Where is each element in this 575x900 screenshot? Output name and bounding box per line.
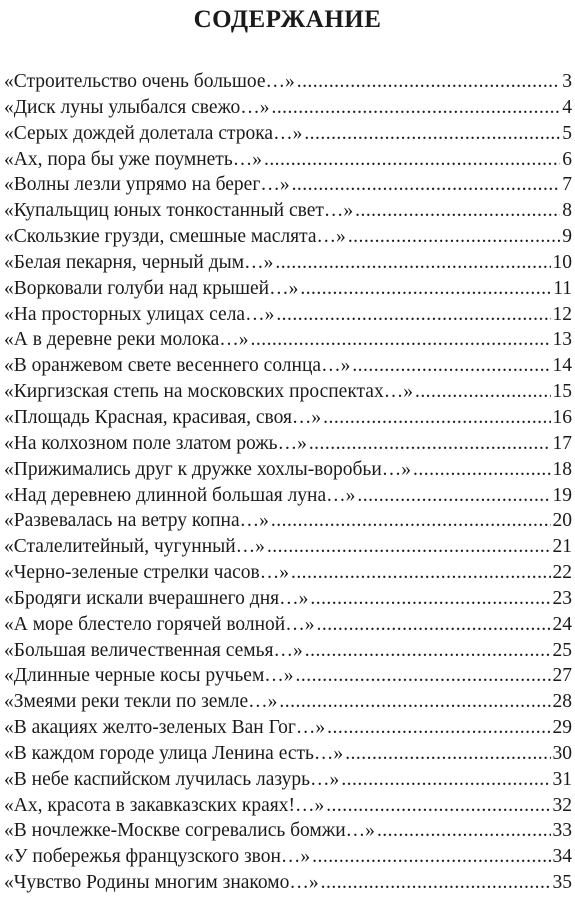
toc-entry — [4, 302, 572, 328]
toc-page-number: 13 — [552, 329, 572, 351]
toc-entry — [4, 405, 572, 431]
toc-entry — [4, 457, 572, 483]
toc-page-number: 22 — [552, 562, 572, 584]
dot-leader — [264, 147, 560, 173]
dot-leader — [321, 870, 551, 896]
dot-leader — [297, 69, 561, 95]
toc-entry — [4, 483, 572, 509]
toc-entry — [4, 198, 572, 224]
toc-entry-title: «В каждом городе улица Ленина есть…» — [4, 742, 344, 764]
dot-leader — [355, 198, 560, 224]
toc-page-number: 33 — [552, 820, 572, 842]
dot-leader — [317, 612, 551, 638]
toc-page-number: 31 — [552, 768, 572, 790]
toc-entry — [4, 767, 572, 793]
toc-entry-title: «А море блестело горячей волной…» — [4, 613, 315, 635]
toc-entry-title: «Над деревнею длинной большая луна…» — [4, 484, 356, 506]
dot-leader — [251, 327, 551, 353]
toc-entry-title: «Киргизская степь на московских проспектах…» — [4, 381, 413, 403]
toc-page-number: 25 — [552, 639, 572, 661]
table-of-contents — [4, 69, 572, 896]
toc-entry — [4, 689, 572, 715]
toc-entry-title: «Змеями реки текли по земле…» — [4, 691, 278, 713]
toc-page-number: 23 — [552, 587, 572, 609]
toc-entry-title: «Скользкие грузди, смешные маслята…» — [4, 226, 346, 248]
toc-entry-title: «Ах, пора бы уже поумнеть…» — [4, 148, 262, 170]
dot-leader — [345, 741, 550, 767]
toc-entry — [4, 870, 572, 896]
toc-page-number: 29 — [552, 717, 572, 739]
toc-entry — [4, 560, 572, 586]
toc-entry — [4, 612, 572, 638]
toc-page-number: 15 — [552, 381, 572, 403]
toc-entry — [4, 715, 572, 741]
toc-entry-title: «Ворковали голуби над крышей…» — [4, 277, 299, 299]
toc-entry — [4, 663, 572, 689]
toc-entry — [4, 379, 572, 405]
dot-leader — [309, 431, 551, 457]
toc-entry — [4, 250, 572, 276]
toc-entry — [4, 431, 572, 457]
dot-leader — [300, 276, 551, 302]
toc-entry-title: «На просторных улицах села…» — [4, 303, 275, 325]
toc-page-number: 4 — [562, 96, 572, 118]
toc-page-number: 32 — [552, 794, 572, 816]
toc-page-number: 16 — [552, 406, 572, 428]
toc-entry — [4, 353, 572, 379]
dot-leader — [323, 405, 550, 431]
dot-leader — [276, 302, 550, 328]
dot-leader — [275, 250, 550, 276]
toc-entry — [4, 741, 572, 767]
toc-entry — [4, 793, 572, 819]
toc-entry-title: «В небе каспийском лучилась лазурь…» — [4, 768, 340, 790]
toc-entry-title: «Чувство Родины многим знакомо…» — [4, 872, 319, 894]
dot-leader — [312, 844, 550, 870]
toc-page-number: 5 — [562, 122, 572, 144]
toc-entry — [4, 586, 572, 612]
toc-entry-title: «Ах, красота в закавказских краях!…» — [4, 794, 325, 816]
toc-entry-title: «Длинные черные косы ручьем…» — [4, 665, 294, 687]
toc-entry — [4, 172, 572, 198]
dot-leader — [326, 793, 550, 819]
toc-entry — [4, 69, 572, 95]
toc-entry-title: «Волны лезли упрямо на берег…» — [4, 174, 290, 196]
dot-leader — [304, 121, 560, 147]
dot-leader — [357, 483, 550, 509]
page-title: СОДЕРЖАНИЕ — [193, 6, 382, 33]
dot-leader — [348, 224, 560, 250]
dot-leader — [327, 715, 550, 741]
toc-page-number: 3 — [562, 71, 572, 92]
toc-page-number: 19 — [552, 484, 572, 506]
toc-entry-title: «Большая величественная семья…» — [4, 639, 303, 661]
toc-entry-title: «У побережья французского звон…» — [4, 846, 311, 868]
toc-entry-title: «Строительство очень большое…» — [4, 71, 295, 92]
toc-page-number: 8 — [562, 200, 572, 222]
toc-entry-title: «Серых дождей долетала строка…» — [4, 122, 303, 144]
toc-entry — [4, 638, 572, 664]
toc-page-number: 34 — [552, 846, 572, 868]
toc-entry — [4, 224, 572, 250]
toc-page-number: 6 — [562, 148, 572, 170]
toc-entry-title: «Черно-зеленые стрелки часов…» — [4, 562, 289, 584]
toc-entry — [4, 508, 572, 534]
toc-entry — [4, 276, 572, 302]
toc-entry-title: «В оранжевом свете весеннего солнца…» — [4, 355, 351, 377]
dot-leader — [291, 560, 551, 586]
toc-page-number: 11 — [553, 277, 572, 299]
dot-leader — [310, 586, 550, 612]
toc-page-number: 35 — [552, 872, 572, 894]
toc-entry-title: «В акациях желто-зеленых Ван Гог…» — [4, 717, 326, 739]
toc-entry-title: «В ночлежке-Москве согревались бомжи…» — [4, 820, 375, 842]
toc-page-number: 9 — [562, 226, 572, 248]
toc-page-number: 17 — [552, 432, 572, 454]
toc-entry — [4, 121, 572, 147]
dot-leader — [296, 663, 551, 689]
toc-page-number: 21 — [552, 536, 572, 558]
dot-leader — [341, 767, 550, 793]
toc-entry-title: «Сталелитейный, чугунный…» — [4, 536, 265, 558]
toc-entry — [4, 147, 572, 173]
toc-page-number: 20 — [552, 510, 572, 532]
dot-leader — [305, 638, 551, 664]
dot-leader — [271, 508, 551, 534]
toc-page-number: 30 — [552, 742, 572, 764]
toc-entry-title: «На колхозном поле златом рожь…» — [4, 432, 307, 454]
toc-entry — [4, 534, 572, 560]
toc-entry — [4, 327, 572, 353]
toc-entry-title: «Развевалась на ветру копна…» — [4, 510, 269, 532]
toc-entry-title: «Площадь Красная, красивая, своя…» — [4, 406, 322, 428]
dot-leader — [377, 818, 551, 844]
toc-entry — [4, 844, 572, 870]
toc-entry-title: «А в деревне реки молока…» — [4, 329, 249, 351]
dot-leader — [292, 172, 561, 198]
dot-leader — [415, 379, 551, 405]
toc-page-number: 7 — [562, 174, 572, 196]
toc-entry — [4, 818, 572, 844]
toc-entry-title: «Диск луны улыбался свежо…» — [4, 96, 270, 118]
toc-page-number: 12 — [552, 303, 572, 325]
dot-leader — [413, 457, 550, 483]
dot-leader — [271, 95, 560, 121]
dot-leader — [352, 353, 550, 379]
toc-page-number: 27 — [552, 665, 572, 687]
toc-page-number: 28 — [552, 691, 572, 713]
toc-entry — [4, 95, 572, 121]
toc-page-number: 14 — [552, 355, 572, 377]
toc-entry-title: «Прижимались друг к дружке хохлы-воробьи…» — [4, 458, 412, 480]
toc-page-number: 18 — [552, 458, 572, 480]
toc-entry-title: «Купальщиц юных тонкостанный свет…» — [4, 200, 354, 222]
toc-page-number: 24 — [552, 613, 572, 635]
toc-entry-title: «Бродяги искали вчерашнего дня…» — [4, 587, 309, 609]
toc-entry-title: «Белая пекарня, черный дым…» — [4, 251, 274, 273]
dot-leader — [279, 689, 550, 715]
toc-page-number: 10 — [552, 251, 572, 273]
dot-leader — [267, 534, 551, 560]
